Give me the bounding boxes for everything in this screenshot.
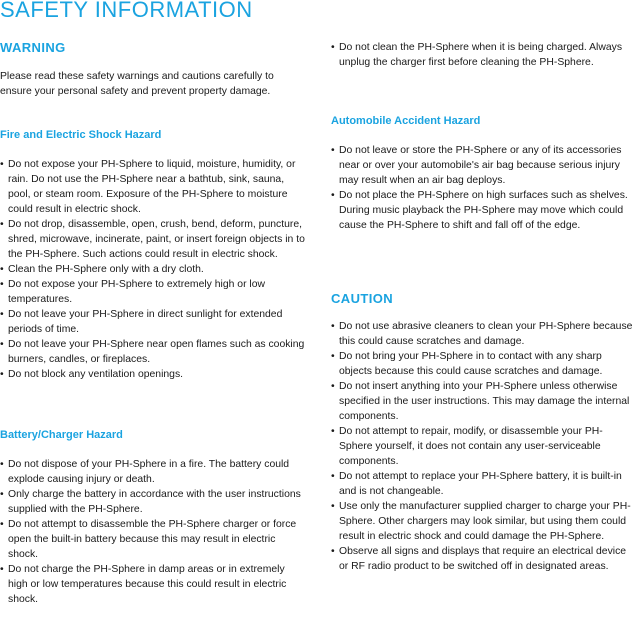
list-item [0, 562, 305, 607]
list-item-text: Use only the manufacturer supplied charger to charge your PH-Sphere. Other chargers may look similar, but using them could result in electric shock and could damage the PH-Sphere. [339, 501, 631, 542]
automobile-hazard-heading: Automobile Accident Hazard [331, 115, 481, 127]
warning-heading: WARNING [0, 40, 66, 55]
battery-hazard-heading: Battery/Charger Hazard [0, 429, 123, 441]
bullet-icon: • [0, 219, 4, 230]
bullet-icon: • [0, 489, 4, 500]
warning-intro: Please read these safety warnings and cautions carefully to ensure your personal safety and prevent property damage. [0, 71, 274, 97]
list-item [331, 349, 635, 379]
list-item-text: Do not attempt to repair, modify, or disassemble your PH-Sphere yourself, it does not contain any user-serviceable components. [339, 426, 603, 467]
list-item [0, 217, 305, 262]
bullet-icon: • [0, 369, 4, 380]
bullet-icon: • [0, 264, 4, 275]
bullet-icon: • [331, 145, 335, 156]
list-item-text: Do not dispose of your PH-Sphere in a fire. The battery could explode causing injury or death. [8, 459, 290, 485]
list-item-text: Do not leave or store the PH-Sphere or any of its accessories near or over your automobile's air bag because serious injury may result when an air bag deploys. [339, 145, 622, 186]
list-item-text: Do not place the PH-Sphere on high surfaces such as shelves. During music playback the PH-Sphere may move which could cause the PH-Sphere to shift and fall off of the edge. [339, 190, 628, 231]
bullet-icon: • [331, 471, 335, 482]
battery-hazard-list [0, 457, 305, 607]
bullet-icon: • [0, 339, 4, 350]
list-item-text: Do not clean the PH-Sphere when it is being charged. Always unplug the charger first before cleaning the PH-Sphere. [339, 42, 623, 68]
list-item [0, 262, 305, 277]
bullet-icon: • [0, 519, 4, 530]
list-item-text: Do not expose your PH-Sphere to liquid, moisture, humidity, or rain. Do not use the PH-Sphere near a bathtub, sink, sauna, pool, or steam room. Exposure of the PH-Sphere to moisture could result in electric shock. [8, 159, 296, 215]
list-item [331, 379, 635, 424]
list-item [0, 157, 305, 217]
bullet-icon: • [331, 426, 335, 437]
bullet-icon: • [0, 159, 4, 170]
list-item [331, 143, 635, 188]
bullet-icon: • [331, 42, 335, 53]
list-item-text: Clean the PH-Sphere only with a dry cloth. [8, 264, 204, 275]
list-item-text: Only charge the battery in accordance with the user instructions supplied with the PH-Sphere. [8, 489, 301, 515]
list-item-text: Do not attempt to replace your PH-Sphere battery, it is built-in and is not changeable. [339, 471, 622, 497]
list-item [331, 319, 635, 349]
battery-hazard-list-continued [331, 40, 635, 70]
list-item [0, 457, 305, 487]
bullet-icon: • [331, 190, 335, 201]
fire-hazard-heading: Fire and Electric Shock Hazard [0, 129, 162, 141]
list-item-text: Do not leave your PH-Sphere in direct sunlight for extended periods of time. [8, 309, 283, 335]
list-item [331, 188, 635, 233]
bullet-icon: • [0, 564, 4, 575]
list-item [331, 424, 635, 469]
list-item [0, 337, 305, 367]
list-item [0, 277, 305, 307]
bullet-icon: • [331, 321, 335, 332]
list-item-text: Do not bring your PH-Sphere in to contact with any sharp objects because this could cause scratches and damage. [339, 351, 603, 377]
list-item-text: Do not use abrasive cleaners to clean your PH-Sphere because this could cause scratches and damage. [339, 321, 633, 347]
list-item [0, 367, 305, 382]
list-item-text: Do not attempt to disassemble the PH-Sphere charger or force open the built-in battery because this may result in electric shock. [8, 519, 297, 560]
list-item-text: Do not charge the PH-Sphere in damp areas or in extremely high or low temperatures because this could result in electric shock. [8, 564, 287, 605]
list-item [0, 517, 305, 562]
bullet-icon: • [331, 351, 335, 362]
caution-list [331, 319, 635, 574]
list-item [331, 499, 635, 544]
bullet-icon: • [331, 381, 335, 392]
caution-heading: CAUTION [331, 291, 394, 306]
list-item-text: Do not drop, disassemble, open, crush, bend, deform, puncture, shred, microwave, incinerate, paint, or insert foreign objects in to the PH-Sphere. Such actions could result in electric shock. [8, 219, 305, 260]
list-item-text: Do not leave your PH-Sphere near open flames such as cooking burners, candles, or fireplaces. [8, 339, 305, 365]
list-item-text: Do not expose your PH-Sphere to extremely high or low temperatures. [8, 279, 266, 305]
list-item-text: Observe all signs and displays that require an electrical device or RF radio product to be switched off in designated areas. [339, 546, 627, 572]
list-item [331, 40, 635, 70]
page-title: SAFETY INFORMATION [0, 0, 253, 22]
bullet-icon: • [0, 309, 4, 320]
list-item-text: Do not block any ventilation openings. [8, 369, 184, 380]
bullet-icon: • [0, 459, 4, 470]
bullet-icon: • [0, 279, 4, 290]
list-item-text: Do not insert anything into your PH-Sphere unless otherwise specified in the user instructions. This may damage the internal components. [339, 381, 630, 422]
fire-hazard-list [0, 157, 305, 382]
list-item [0, 307, 305, 337]
list-item [331, 544, 635, 574]
list-item [0, 487, 305, 517]
list-item [331, 469, 635, 499]
bullet-icon: • [331, 546, 335, 557]
bullet-icon: • [331, 501, 335, 512]
automobile-hazard-list [331, 143, 635, 233]
